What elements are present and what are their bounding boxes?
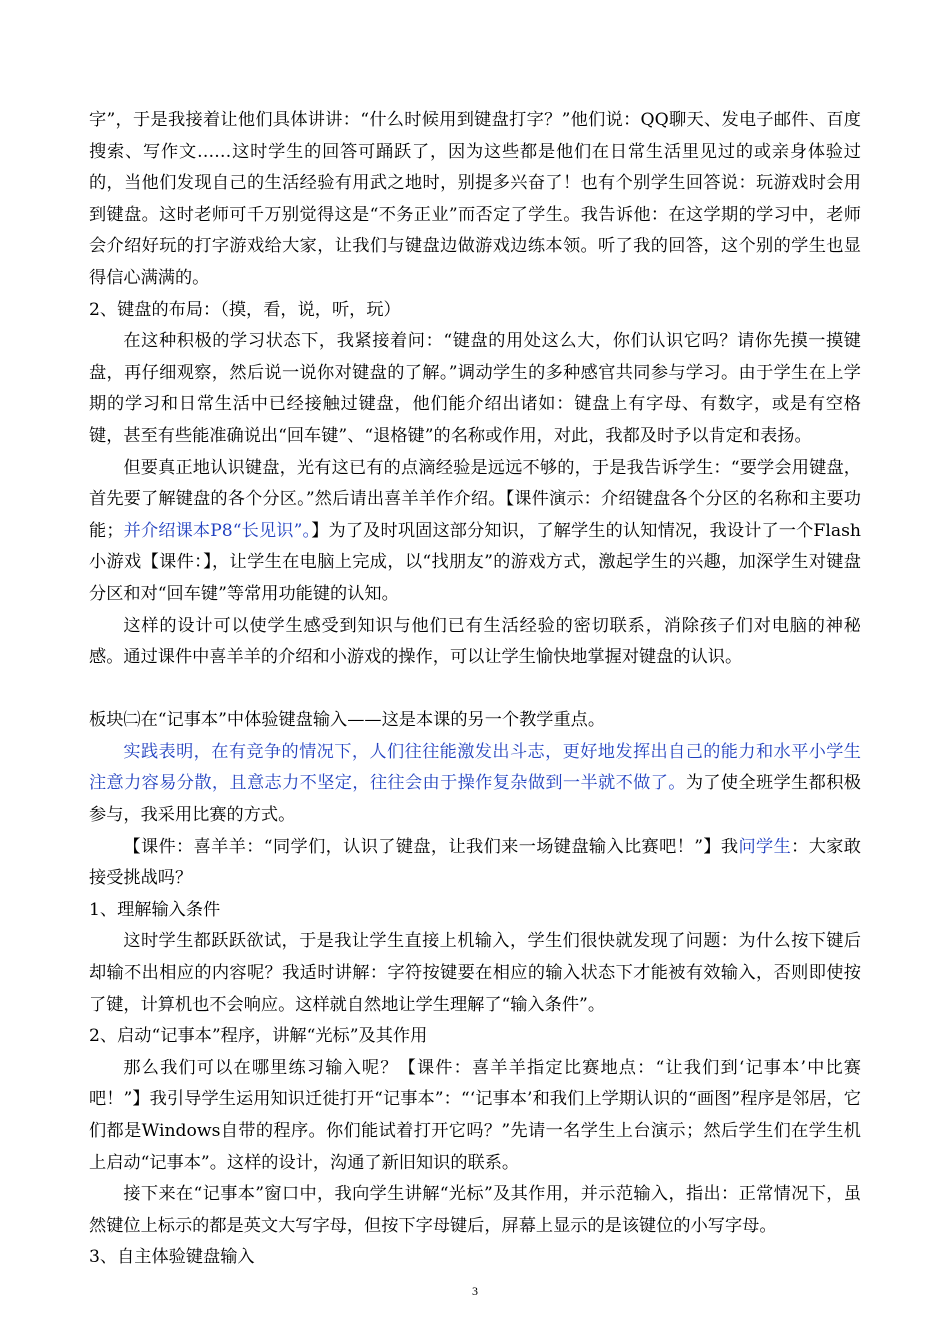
paragraph-9: 接下来在“记事本”窗口中，我向学生讲解“光标”及其作用，并示范输入，指出：正常情况下，虽然键位上标示的都是英文大写字母，但按下字母键后，屏幕上显示的是该键位的小写字母。 [89, 1184, 861, 1236]
paragraph-5-highlight: 实践表明，在有竞争的情况下，人们往往能激发出斗志，更好地发挥出自己的能力和水平小学生注意力容易分散，且意志力不坚定，往往会由于操作复杂做到一半就不做了。 [89, 741, 861, 794]
paragraph-7: 这时学生都跃跃欲试，于是我让学生直接上机输入，学生们很快就发现了问题：为什么按下键后却输不出相应的内容呢？我适时讲解：字符按键要在相应的输入状态下才能被有效输入，否则即使按了键，计算机也不会响应。这样就自然地让学生理解了“输入条件”。 [89, 931, 861, 1015]
paragraph-6 [89, 832, 861, 895]
paragraph-3-text-c: 】为了及时巩固这部分知识，了解学生的认知情况，我设计了一个Flash小游戏【课件：】，让学生在电脑上完成，以“找朋友”的游戏方式，激起学生的兴趣，加深学生对键盘分区和对“回车键”等常用功能键的认知。 [89, 520, 861, 604]
heading-keyboard-layout: 2、键盘的布局：（摸，看，说，听，玩） [89, 299, 401, 320]
paragraph-6-highlight: 问学生 [738, 836, 792, 857]
paragraph-6-text-c: ：大家敢接受挑战吗？ [89, 836, 861, 889]
heading-self-experience: 3、自主体验键盘输入 [89, 1247, 255, 1268]
paragraph-3-text-a: 但要真正地认识键盘，光有这已有的点滴经验是远远不够的，于是我告诉学生：“要学会用键盘，首先要了解键盘的各个分区。”然后请出喜羊羊作介绍。【课件演示：介绍键盘各个分区的名称和主要功能； [89, 457, 861, 541]
paragraph-6-text-a: 【课件：喜羊羊：“同学们，认识了键盘，让我们来一场键盘输入比赛吧！”】我 [123, 836, 739, 857]
blank-line [89, 674, 861, 706]
paragraph-4: 这样的设计可以使学生感受到知识与他们已有生活经验的密切联系，消除孩子们对电脑的神秘感。通过课件中喜羊羊的介绍和小游戏的操作，可以让学生愉快地掌握对键盘的认识。 [89, 615, 861, 668]
document-page [89, 105, 861, 1274]
paragraph-5 [89, 737, 861, 832]
paragraph-5-text-b: 为了使全班学生都积极参与，我采用比赛的方式。 [89, 773, 861, 826]
paragraph-2: 在这种积极的学习状态下，我紧接着问：“键盘的用处这么大，你们认识它吗？请你先摸一摸键盘，再仔细观察，然后说一说你对键盘的了解。”调动学生的多种感官共同参与学习。由于学生在上学期的学习和日常生活中已经接触过键盘，他们能介绍出诸如：键盘上有字母、有数字，或是有空格键，甚至有些能准确说出“回车键”、“退格键”的名称或作用，对此，我都及时予以肯定和表扬。 [89, 331, 861, 446]
paragraph-8: 那么我们可以在哪里练习输入呢？【课件：喜羊羊指定比赛地点：“让我们到‘记事本’中比赛吧！”】我引导学生运用知识迁徙打开“记事本”：“‘记事本’和我们上学期认识的“画图”程序是邻居，它们都是Windows自带的程序。你们能试着打开它吗？”先请一名学生上台演示；然后学生们在学生机上启动“记事本”。这样的设计，沟通了新旧知识的联系。 [89, 1057, 861, 1173]
paragraph-3 [89, 453, 861, 611]
heading-input-conditions: 1、理解输入条件 [89, 899, 221, 920]
section-heading-2: 板块㈡在“记事本”中体验键盘输入——这是本课的另一个教学重点。 [89, 710, 606, 731]
paragraph-1: 字”，于是我接着让他们具体讲讲：“什么时候用到键盘打字？”他们说：QQ聊天、发电子邮件、百度搜索、写作文……这时学生的回答可踊跃了，因为这些都是他们在日常生活里见过的或亲身体验过的，当他们发现自己的生活经验有用武之地时，别提多兴奋了！也有个别学生回答说：玩游戏时会用到键盘。这时老师可千万别觉得这是“不务正业”而否定了学生。我告诉他：在这学期的学习中，老师会介绍好玩的打字游戏给大家，让我们与键盘边做游戏边练本领。听了我的回答，这个别的学生也显得信心满满的。 [89, 110, 861, 288]
paragraph-3-highlight: 并介绍课本P8“长见识”。 [123, 520, 312, 541]
heading-start-notepad: 2、启动“记事本”程序，讲解“光标”及其作用 [89, 1026, 428, 1047]
page-number: 3 [472, 1284, 478, 1298]
